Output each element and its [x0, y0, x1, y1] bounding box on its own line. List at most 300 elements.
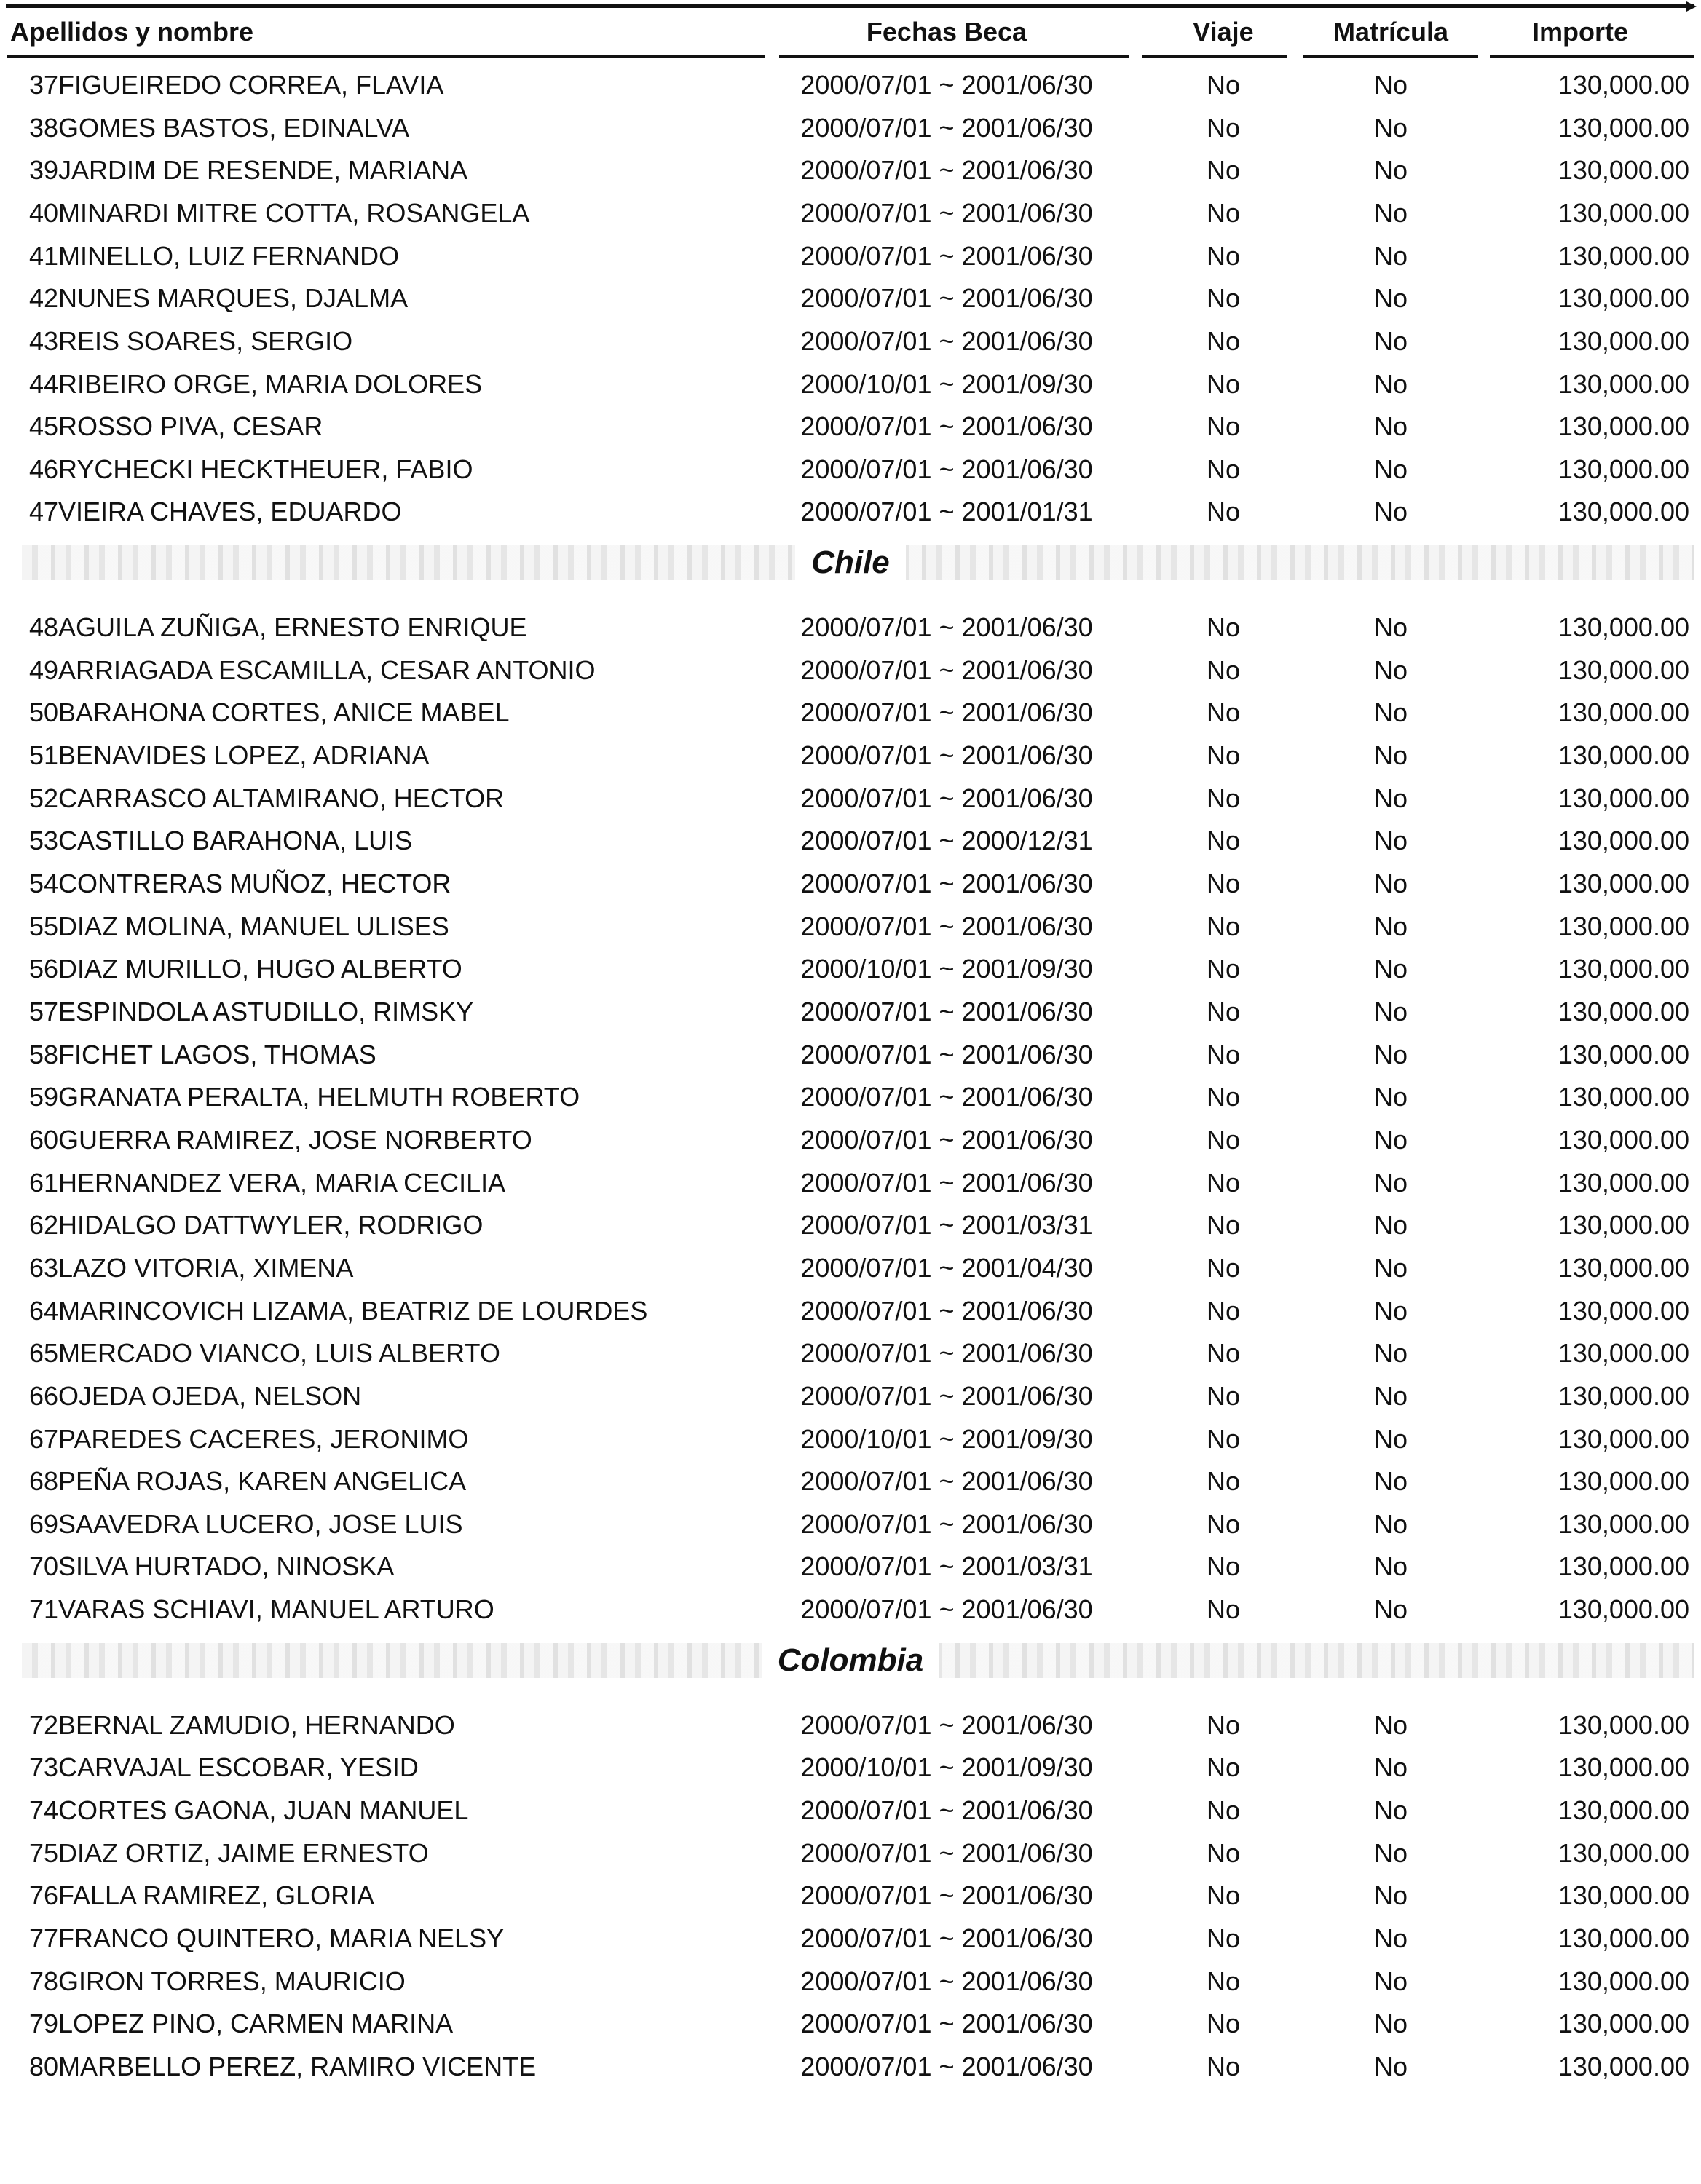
tuition-flag: No: [1373, 326, 1408, 356]
beneficiary-name: FICHET LAGOS, THOMAS: [58, 1040, 376, 1069]
tuition-flag: No: [1373, 113, 1408, 143]
table-row: [0, 192, 1701, 234]
travel-flag: No: [1206, 1168, 1241, 1198]
travel-flag: No: [1206, 954, 1241, 984]
table-row: [0, 1704, 1701, 1746]
amount: 130,000.00: [1558, 1040, 1689, 1069]
tuition-flag: No: [1373, 1838, 1408, 1868]
beneficiary-name: BENAVIDES LOPEZ, ADRIANA: [58, 740, 430, 770]
scholarship-dates: 2000/07/01 ~ 2001/06/30: [800, 1040, 1093, 1069]
beneficiary-name: DIAZ MURILLO, HUGO ALBERTO: [58, 954, 462, 984]
beneficiary-name: FRANCO QUINTERO, MARIA NELSY: [58, 1923, 505, 1953]
row-number: 77: [28, 1923, 58, 1953]
scholarship-dates: 2000/07/01 ~ 2001/06/30: [800, 155, 1093, 185]
beneficiary-name: MINELLO, LUIZ FERNANDO: [58, 241, 400, 271]
row-number: 44: [28, 369, 58, 399]
country-name: Colombia: [762, 1642, 939, 1678]
row-number: 75: [28, 1838, 58, 1868]
tuition-flag: No: [1373, 1880, 1408, 1910]
amount: 130,000.00: [1558, 1338, 1689, 1368]
header-rule-name: [7, 55, 765, 58]
scholarship-dates: 2000/07/01 ~ 2001/06/30: [800, 454, 1093, 484]
beneficiary-name: GIRON TORRES, MAURICIO: [58, 1966, 406, 1996]
scholarship-dates: 2000/07/01 ~ 2001/06/30: [800, 911, 1093, 941]
tuition-flag: No: [1373, 155, 1408, 185]
table-row: [0, 1918, 1701, 1960]
tuition-flag: No: [1373, 655, 1408, 685]
travel-flag: No: [1206, 1381, 1241, 1411]
tuition-flag: No: [1373, 869, 1408, 898]
travel-flag: No: [1206, 1082, 1241, 1112]
scholarship-dates: 2000/07/01 ~ 2001/06/30: [800, 283, 1093, 313]
scholarship-dates: 2000/07/01 ~ 2001/06/30: [800, 1966, 1093, 1996]
travel-flag: No: [1206, 783, 1241, 813]
tuition-flag: No: [1373, 911, 1408, 941]
amount: 130,000.00: [1558, 326, 1689, 356]
scholarship-dates: 2000/07/01 ~ 2001/06/30: [800, 411, 1093, 441]
table-row: [0, 906, 1701, 948]
table-row: [0, 1546, 1701, 1588]
travel-flag: No: [1206, 612, 1241, 642]
scholarship-dates: 2000/07/01 ~ 2001/04/30: [800, 1253, 1093, 1283]
amount: 130,000.00: [1558, 1253, 1689, 1283]
travel-flag: No: [1206, 911, 1241, 941]
row-number: 37: [28, 70, 58, 100]
header-rule-importe: [1490, 55, 1694, 58]
row-number: 64: [28, 1296, 58, 1326]
beneficiary-name: JARDIM DE RESENDE, MARIANA: [58, 155, 468, 185]
tuition-flag: No: [1373, 369, 1408, 399]
beneficiary-name: CONTRERAS MUÑOZ, HECTOR: [58, 869, 451, 898]
amount: 130,000.00: [1558, 70, 1689, 100]
amount: 130,000.00: [1558, 655, 1689, 685]
travel-flag: No: [1206, 826, 1241, 855]
travel-flag: No: [1206, 1424, 1241, 1454]
beneficiary-name: DIAZ ORTIZ, JAIME ERNESTO: [58, 1838, 429, 1868]
travel-flag: No: [1206, 496, 1241, 526]
amount: 130,000.00: [1558, 1381, 1689, 1411]
tuition-flag: No: [1373, 954, 1408, 984]
table-row: [0, 1204, 1701, 1246]
amount: 130,000.00: [1558, 1296, 1689, 1326]
beneficiary-name: ROSSO PIVA, CESAR: [58, 411, 323, 441]
tuition-flag: No: [1373, 1338, 1408, 1368]
travel-flag: No: [1206, 1125, 1241, 1155]
row-number: 60: [28, 1125, 58, 1155]
travel-flag: No: [1206, 2052, 1241, 2081]
amount: 130,000.00: [1558, 954, 1689, 984]
tuition-flag: No: [1373, 997, 1408, 1026]
tuition-flag: No: [1373, 2052, 1408, 2081]
beneficiary-name: PAREDES CACERES, JERONIMO: [58, 1424, 469, 1454]
tuition-flag: No: [1373, 783, 1408, 813]
amount: 130,000.00: [1558, 2052, 1689, 2081]
table-row: [0, 735, 1701, 777]
amount: 130,000.00: [1558, 697, 1689, 727]
row-number: 80: [28, 2052, 58, 2081]
row-number: 78: [28, 1966, 58, 1996]
tuition-flag: No: [1373, 70, 1408, 100]
amount: 130,000.00: [1558, 783, 1689, 813]
travel-flag: No: [1206, 1880, 1241, 1910]
scholarship-dates: 2000/07/01 ~ 2001/01/31: [800, 496, 1093, 526]
scholarship-dates: 2000/07/01 ~ 2001/06/30: [800, 1296, 1093, 1326]
amount: 130,000.00: [1558, 1923, 1689, 1953]
beneficiary-name: NUNES MARQUES, DJALMA: [58, 283, 409, 313]
beneficiary-name: ESPINDOLA ASTUDILLO, RIMSKY: [58, 997, 474, 1026]
travel-flag: No: [1206, 1296, 1241, 1326]
table-row: [0, 1290, 1701, 1332]
table-row: [0, 1961, 1701, 2003]
beneficiary-name: PEÑA ROJAS, KAREN ANGELICA: [58, 1466, 467, 1496]
tuition-flag: No: [1373, 241, 1408, 271]
travel-flag: No: [1206, 1509, 1241, 1539]
amount: 130,000.00: [1558, 1594, 1689, 1624]
tuition-flag: No: [1373, 1125, 1408, 1155]
scholarship-dates: 2000/07/01 ~ 2001/06/30: [800, 326, 1093, 356]
travel-flag: No: [1206, 241, 1241, 271]
table-row: [0, 2046, 1701, 2088]
scholarship-dates: 2000/07/01 ~ 2001/06/30: [800, 1509, 1093, 1539]
header-rule-matricula: [1303, 55, 1478, 58]
scholarship-dates: 2000/07/01 ~ 2001/06/30: [800, 1880, 1093, 1910]
table-row: [0, 64, 1701, 106]
amount: 130,000.00: [1558, 1168, 1689, 1198]
table-row: [0, 1832, 1701, 1875]
tuition-flag: No: [1373, 1082, 1408, 1112]
table-row: [0, 948, 1701, 990]
amount: 130,000.00: [1558, 2009, 1689, 2038]
table-row: [0, 1034, 1701, 1076]
beneficiary-name: CASTILLO BARAHONA, LUIS: [58, 826, 413, 855]
row-number: 41: [28, 241, 58, 271]
scholarship-dates: 2000/07/01 ~ 2001/06/30: [800, 241, 1093, 271]
tuition-flag: No: [1373, 1040, 1408, 1069]
row-number: 53: [28, 826, 58, 855]
header-rule-dates: [779, 55, 1129, 58]
beneficiary-name: DIAZ MOLINA, MANUEL ULISES: [58, 911, 449, 941]
table-row: [0, 1503, 1701, 1546]
tuition-flag: No: [1373, 454, 1408, 484]
scholarship-dates: 2000/07/01 ~ 2001/03/31: [800, 1551, 1093, 1581]
beneficiary-name: AGUILA ZUÑIGA, ERNESTO ENRIQUE: [58, 612, 527, 642]
header-viaje: Viaje: [1193, 17, 1254, 47]
amount: 130,000.00: [1558, 740, 1689, 770]
amount: 130,000.00: [1558, 1210, 1689, 1240]
amount: 130,000.00: [1558, 155, 1689, 185]
row-number: 56: [28, 954, 58, 984]
travel-flag: No: [1206, 1338, 1241, 1368]
travel-flag: No: [1206, 655, 1241, 685]
scholarship-dates: 2000/07/01 ~ 2001/06/30: [800, 1838, 1093, 1868]
tuition-flag: No: [1373, 612, 1408, 642]
tuition-flag: No: [1373, 826, 1408, 855]
beneficiary-name: BERNAL ZAMUDIO, HERNANDO: [58, 1710, 455, 1740]
row-number: 40: [28, 198, 58, 228]
beneficiary-name: VARAS SCHIAVI, MANUEL ARTURO: [58, 1594, 494, 1624]
row-number: 55: [28, 911, 58, 941]
table-row: [0, 820, 1701, 862]
row-number: 71: [28, 1594, 58, 1624]
header-importe: Importe: [1531, 17, 1628, 47]
beneficiary-name: GRANATA PERALTA, HELMUTH ROBERTO: [58, 1082, 580, 1112]
table-row: [0, 1375, 1701, 1417]
beneficiary-name: VIEIRA CHAVES, EDUARDO: [58, 496, 402, 526]
amount: 130,000.00: [1558, 1125, 1689, 1155]
amount: 130,000.00: [1558, 1509, 1689, 1539]
table-row: [0, 1332, 1701, 1374]
travel-flag: No: [1206, 70, 1241, 100]
beneficiary-name: HERNANDEZ VERA, MARIA CECILIA: [58, 1168, 506, 1198]
travel-flag: No: [1206, 1795, 1241, 1825]
scholarship-dates: 2000/07/01 ~ 2001/06/30: [800, 783, 1093, 813]
amount: 130,000.00: [1558, 411, 1689, 441]
table-row: [0, 1418, 1701, 1460]
beneficiary-name: GOMES BASTOS, EDINALVA: [58, 113, 410, 143]
beneficiary-name: RYCHECKI HECKTHEUER, FABIO: [58, 454, 473, 484]
tuition-flag: No: [1373, 1752, 1408, 1782]
travel-flag: No: [1206, 697, 1241, 727]
table-row: [0, 991, 1701, 1033]
scholarship-dates: 2000/07/01 ~ 2001/06/30: [800, 70, 1093, 100]
table-row: [0, 1119, 1701, 1161]
travel-flag: No: [1206, 198, 1241, 228]
table-row: [0, 1247, 1701, 1289]
amount: 130,000.00: [1558, 496, 1689, 526]
row-number: 72: [28, 1710, 58, 1740]
amount: 130,000.00: [1558, 826, 1689, 855]
beneficiary-name: CARVAJAL ESCOBAR, YESID: [58, 1752, 419, 1782]
row-number: 45: [28, 411, 58, 441]
row-number: 65: [28, 1338, 58, 1368]
tuition-flag: No: [1373, 1710, 1408, 1740]
tuition-flag: No: [1373, 1795, 1408, 1825]
row-number: 48: [28, 612, 58, 642]
beneficiary-name: FALLA RAMIREZ, GLORIA: [58, 1880, 375, 1910]
beneficiary-name: OJEDA OJEDA, NELSON: [58, 1381, 362, 1411]
travel-flag: No: [1206, 997, 1241, 1026]
travel-flag: No: [1206, 454, 1241, 484]
table-row: [0, 491, 1701, 533]
row-number: 46: [28, 454, 58, 484]
amount: 130,000.00: [1558, 198, 1689, 228]
row-number: 63: [28, 1253, 58, 1283]
scholarship-dates: 2000/07/01 ~ 2001/06/30: [800, 1381, 1093, 1411]
row-number: 67: [28, 1424, 58, 1454]
beneficiary-name: GUERRA RAMIREZ, JOSE NORBERTO: [58, 1125, 532, 1155]
table-row: [0, 107, 1701, 149]
travel-flag: No: [1206, 411, 1241, 441]
scholarship-dates: 2000/07/01 ~ 2001/03/31: [800, 1210, 1093, 1240]
row-number: 73: [28, 1752, 58, 1782]
scholarship-dates: 2000/07/01 ~ 2001/06/30: [800, 2009, 1093, 2038]
travel-flag: No: [1206, 155, 1241, 185]
row-number: 51: [28, 740, 58, 770]
tuition-flag: No: [1373, 1168, 1408, 1198]
tuition-flag: No: [1373, 740, 1408, 770]
beneficiary-name: CARRASCO ALTAMIRANO, HECTOR: [58, 783, 505, 813]
travel-flag: No: [1206, 1923, 1241, 1953]
row-number: 49: [28, 655, 58, 685]
tuition-flag: No: [1373, 1966, 1408, 1996]
tuition-flag: No: [1373, 411, 1408, 441]
scholarship-dates: 2000/07/01 ~ 2001/06/30: [800, 1594, 1093, 1624]
row-number: 39: [28, 155, 58, 185]
amount: 130,000.00: [1558, 1795, 1689, 1825]
table-row: [0, 277, 1701, 320]
travel-flag: No: [1206, 113, 1241, 143]
beneficiary-name: ARRIAGADA ESCAMILLA, CESAR ANTONIO: [58, 655, 596, 685]
amount: 130,000.00: [1558, 369, 1689, 399]
travel-flag: No: [1206, 869, 1241, 898]
scholarship-dates: 2000/10/01 ~ 2001/09/30: [800, 1424, 1093, 1454]
tuition-flag: No: [1373, 1424, 1408, 1454]
table-row: [0, 1460, 1701, 1503]
scholarship-dates: 2000/10/01 ~ 2001/09/30: [800, 369, 1093, 399]
row-number: 70: [28, 1551, 58, 1581]
tuition-flag: No: [1373, 1381, 1408, 1411]
tuition-flag: No: [1373, 1253, 1408, 1283]
row-number: 38: [28, 113, 58, 143]
amount: 130,000.00: [1558, 1082, 1689, 1112]
beneficiary-name: SILVA HURTADO, NINOSKA: [58, 1551, 395, 1581]
tuition-flag: No: [1373, 1551, 1408, 1581]
travel-flag: No: [1206, 1594, 1241, 1624]
travel-flag: No: [1206, 740, 1241, 770]
amount: 130,000.00: [1558, 1838, 1689, 1868]
table-row: [0, 606, 1701, 649]
beneficiary-name: HIDALGO DATTWYLER, RODRIGO: [58, 1210, 484, 1240]
table-row: [0, 778, 1701, 820]
scholarship-dates: 2000/10/01 ~ 2001/09/30: [800, 954, 1093, 984]
table-row: [0, 1162, 1701, 1204]
table-row: [0, 1875, 1701, 1917]
scholarship-dates: 2000/07/01 ~ 2001/06/30: [800, 697, 1093, 727]
row-number: 54: [28, 869, 58, 898]
table-row: [0, 863, 1701, 905]
scholarship-dates: 2000/07/01 ~ 2001/06/30: [800, 1466, 1093, 1496]
row-number: 76: [28, 1880, 58, 1910]
travel-flag: No: [1206, 1966, 1241, 1996]
travel-flag: No: [1206, 1752, 1241, 1782]
beneficiary-name: BARAHONA CORTES, ANICE MABEL: [58, 697, 510, 727]
scholarship-dates: 2000/07/01 ~ 2001/06/30: [800, 869, 1093, 898]
scholarship-dates: 2000/07/01 ~ 2001/06/30: [800, 1168, 1093, 1198]
amount: 130,000.00: [1558, 1966, 1689, 1996]
header-rule-viaje: [1142, 55, 1287, 58]
amount: 130,000.00: [1558, 1466, 1689, 1496]
amount: 130,000.00: [1558, 454, 1689, 484]
table-row: [0, 363, 1701, 405]
table-row: [0, 1789, 1701, 1832]
row-number: 68: [28, 1466, 58, 1496]
beneficiary-name: MARBELLO PEREZ, RAMIRO VICENTE: [58, 2052, 537, 2081]
scholarship-dates: 2000/07/01 ~ 2001/06/30: [800, 2052, 1093, 2081]
scholarship-dates: 2000/07/01 ~ 2001/06/30: [800, 740, 1093, 770]
row-number: 62: [28, 1210, 58, 1240]
tuition-flag: No: [1373, 1509, 1408, 1539]
tuition-flag: No: [1373, 2009, 1408, 2038]
amount: 130,000.00: [1558, 283, 1689, 313]
table-row: [0, 1588, 1701, 1631]
travel-flag: No: [1206, 1210, 1241, 1240]
row-number: 42: [28, 283, 58, 313]
table-row: [0, 149, 1701, 191]
scholarship-dates: 2000/10/01 ~ 2001/09/30: [800, 1752, 1093, 1782]
beneficiary-name: LAZO VITORIA, XIMENA: [58, 1253, 354, 1283]
amount: 130,000.00: [1558, 911, 1689, 941]
country-heading: [0, 541, 1701, 585]
top-rule: [6, 4, 1694, 8]
amount: 130,000.00: [1558, 1710, 1689, 1740]
amount: 130,000.00: [1558, 1551, 1689, 1581]
table-row: [0, 649, 1701, 692]
row-number: 59: [28, 1082, 58, 1112]
table-row: [0, 692, 1701, 734]
beneficiary-name: MERCADO VIANCO, LUIS ALBERTO: [58, 1338, 500, 1368]
scholarship-dates: 2000/07/01 ~ 2001/06/30: [800, 1795, 1093, 1825]
scholarship-dates: 2000/07/01 ~ 2001/06/30: [800, 1710, 1093, 1740]
header-name: Apellidos y nombre: [10, 17, 254, 47]
row-number: 57: [28, 997, 58, 1026]
travel-flag: No: [1206, 1710, 1241, 1740]
scholarship-dates: 2000/07/01 ~ 2001/06/30: [800, 612, 1093, 642]
tuition-flag: No: [1373, 1210, 1408, 1240]
scholarship-dates: 2000/07/01 ~ 2001/06/30: [800, 113, 1093, 143]
row-number: 47: [28, 496, 58, 526]
tuition-flag: No: [1373, 1296, 1408, 1326]
amount: 130,000.00: [1558, 997, 1689, 1026]
beneficiary-name: LOPEZ PINO, CARMEN MARINA: [58, 2009, 454, 2038]
table-row: [0, 405, 1701, 448]
beneficiary-name: RIBEIRO ORGE, MARIA DOLORES: [58, 369, 483, 399]
top-rule-end: [1686, 1, 1697, 12]
tuition-flag: No: [1373, 496, 1408, 526]
amount: 130,000.00: [1558, 241, 1689, 271]
beneficiary-name: REIS SOARES, SERGIO: [58, 326, 353, 356]
beneficiary-name: FIGUEIREDO CORREA, FLAVIA: [58, 70, 444, 100]
scholarship-dates: 2000/07/01 ~ 2001/06/30: [800, 1082, 1093, 1112]
beneficiary-name: MARINCOVICH LIZAMA, BEATRIZ DE LOURDES: [58, 1296, 648, 1326]
row-number: 61: [28, 1168, 58, 1198]
amount: 130,000.00: [1558, 612, 1689, 642]
tuition-flag: No: [1373, 1923, 1408, 1953]
header-dates: Fechas Beca: [866, 17, 1027, 47]
country-heading: [0, 1639, 1701, 1682]
table-row: [0, 448, 1701, 491]
header-matricula: Matrícula: [1333, 17, 1449, 47]
travel-flag: No: [1206, 1466, 1241, 1496]
row-number: 69: [28, 1509, 58, 1539]
tuition-flag: No: [1373, 1594, 1408, 1624]
beneficiary-name: SAAVEDRA LUCERO, JOSE LUIS: [58, 1509, 463, 1539]
table-row: [0, 235, 1701, 277]
row-number: 43: [28, 326, 58, 356]
amount: 130,000.00: [1558, 1880, 1689, 1910]
scholarship-dates: 2000/07/01 ~ 2001/06/30: [800, 1338, 1093, 1368]
travel-flag: No: [1206, 1838, 1241, 1868]
amount: 130,000.00: [1558, 1424, 1689, 1454]
scholarship-dates: 2000/07/01 ~ 2001/06/30: [800, 1125, 1093, 1155]
table-row: [0, 2003, 1701, 2045]
travel-flag: No: [1206, 1253, 1241, 1283]
travel-flag: No: [1206, 1551, 1241, 1581]
row-number: 74: [28, 1795, 58, 1825]
travel-flag: No: [1206, 2009, 1241, 2038]
travel-flag: No: [1206, 283, 1241, 313]
table-row: [0, 320, 1701, 363]
scholarship-dates: 2000/07/01 ~ 2000/12/31: [800, 826, 1093, 855]
